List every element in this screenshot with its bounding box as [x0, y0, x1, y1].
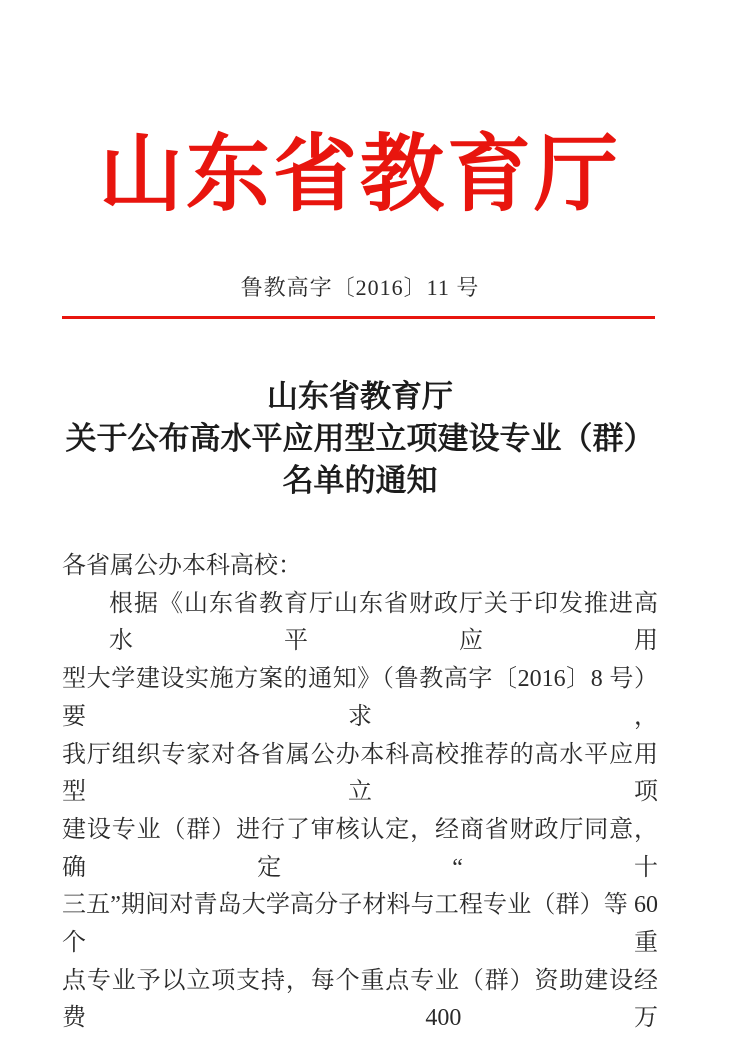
red-divider-line: [62, 316, 655, 319]
paragraph-line: 点专业予以立项支持，每个重点专业（群）资助建设经费 400 万: [62, 967, 658, 1032]
notice-title-line-2: 关于公布高水平应用型立项建设专业（群）: [65, 421, 655, 456]
notice-title: [62, 376, 658, 502]
paragraph-line: 建设专业（群）进行了审核认定，经商省财政厅同意，确定“十: [62, 816, 658, 881]
salutation: 各省属公办本科高校：: [62, 553, 302, 579]
document-number: 鲁教高字〔2016〕11 号: [240, 275, 480, 300]
paragraph-line: 我厅组织专家对各省属公办本科高校推荐的高水平应用型立项: [62, 741, 658, 806]
paragraph-line: 型大学建设实施方案的通知》（鲁教高字〔2016〕8 号）要求，: [62, 666, 658, 730]
masthead-title: 山东省教育厅: [98, 129, 621, 222]
paragraph-line: 三五”期间对青岛大学高分子材料与工程专业（群）等 60 个重: [62, 892, 658, 957]
paragraph-line: 根据《山东省教育厅山东省财政厅关于印发推进高水平应用: [109, 590, 658, 655]
notice-title-line-1: 山东省教育厅: [267, 379, 453, 414]
notice-body: [62, 548, 658, 1038]
notice-title-line-3: 名单的通知: [282, 463, 438, 498]
